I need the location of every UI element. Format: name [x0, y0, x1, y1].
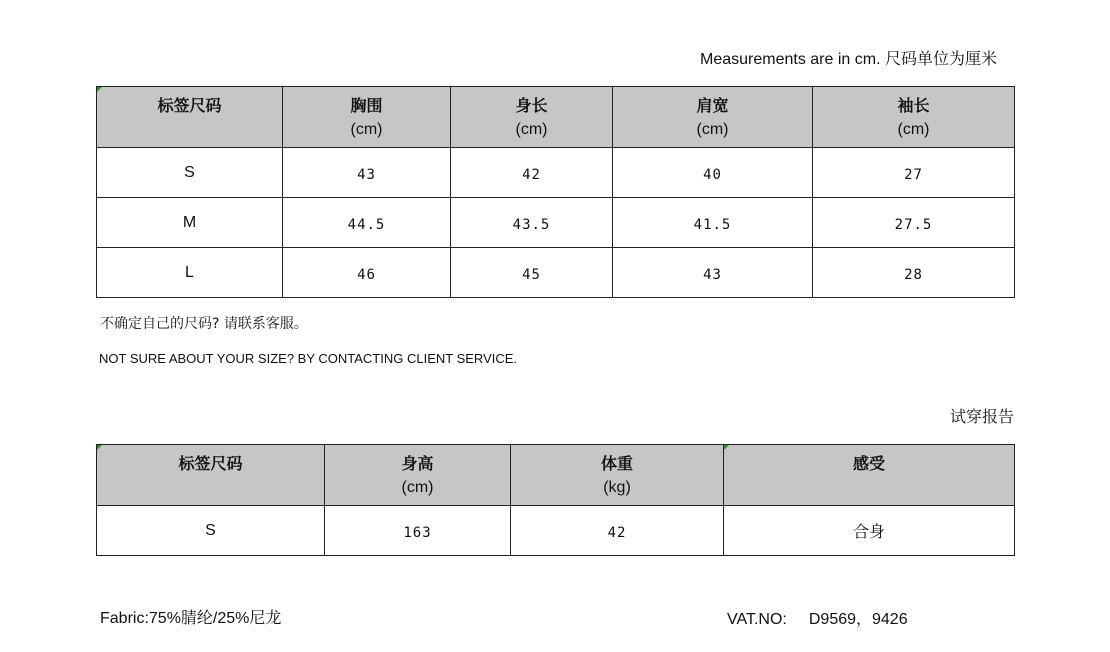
header-label: 体重: [600, 454, 633, 473]
corner-mark: [724, 445, 729, 450]
header-unit: (cm): [696, 121, 729, 138]
length-cell: 43.5: [451, 198, 613, 248]
chest-cell: 46: [283, 248, 451, 298]
fabric-info: Fabric:75%腈纶/25%尼龙: [100, 610, 282, 627]
header-length: [451, 87, 613, 148]
fit-table-header-row: [97, 445, 1015, 506]
sleeve-cell: 27: [813, 148, 1015, 198]
corner-mark: [97, 87, 102, 92]
size-cell: S: [97, 506, 325, 556]
table-row: [97, 198, 1015, 248]
header-size-label: [97, 87, 283, 148]
header-unit: (cm): [897, 121, 930, 138]
header-label: 身长: [515, 96, 548, 115]
header-label: 肩宽: [696, 96, 729, 115]
header-label: 身高: [401, 454, 434, 473]
header-unit: (kg): [603, 479, 631, 496]
header-label: 标签尺码: [157, 96, 222, 115]
header-label: 胸围: [350, 96, 383, 115]
length-cell: 42: [451, 148, 613, 198]
fit-report-title: 试穿报告: [949, 407, 1014, 426]
table-row: [97, 148, 1015, 198]
vat-value: D9569，9426: [808, 611, 908, 628]
measurement-note: Measurements are in cm. 尺码单位为厘米: [700, 51, 997, 68]
size-help-en: NOT SURE ABOUT YOUR SIZE? BY CONTACTING CLIENT SERVICE.: [99, 351, 518, 366]
vat-info: [727, 606, 908, 629]
size-table-header-row: [97, 87, 1015, 148]
header-unit: (cm): [350, 121, 383, 138]
header-sleeve: [813, 87, 1015, 148]
header-weight: [511, 445, 724, 506]
size-cell: L: [97, 248, 283, 298]
shoulder-cell: 43: [613, 248, 813, 298]
size-table: [96, 86, 1015, 298]
sleeve-cell: 28: [813, 248, 1015, 298]
height-cell: 163: [325, 506, 511, 556]
weight-cell: 42: [511, 506, 724, 556]
feeling-cell: 合身: [724, 506, 1015, 556]
header-label: 标签尺码: [178, 454, 243, 473]
header-height: [325, 445, 511, 506]
header-label: 袖长: [897, 96, 930, 115]
header-unit: (cm): [401, 479, 434, 496]
size-cell: S: [97, 148, 283, 198]
size-cell: M: [97, 198, 283, 248]
table-row: [97, 248, 1015, 298]
sleeve-cell: 27.5: [813, 198, 1015, 248]
header-label: 感受: [852, 454, 885, 473]
length-cell: 45: [451, 248, 613, 298]
chest-cell: 43: [283, 148, 451, 198]
size-help-cn: 不确定自己的尺码? 请联系客服。: [100, 316, 308, 332]
vat-label: VAT.NO:: [727, 611, 787, 628]
shoulder-cell: 40: [613, 148, 813, 198]
header-feeling: [724, 445, 1015, 506]
header-chest: [283, 87, 451, 148]
chest-cell: 44.5: [283, 198, 451, 248]
fit-report-table: [96, 444, 1015, 556]
table-row: [97, 506, 1015, 556]
header-shoulder: [613, 87, 813, 148]
corner-mark: [97, 445, 102, 450]
header-unit: (cm): [515, 121, 548, 138]
header-size-label: [97, 445, 325, 506]
shoulder-cell: 41.5: [613, 198, 813, 248]
